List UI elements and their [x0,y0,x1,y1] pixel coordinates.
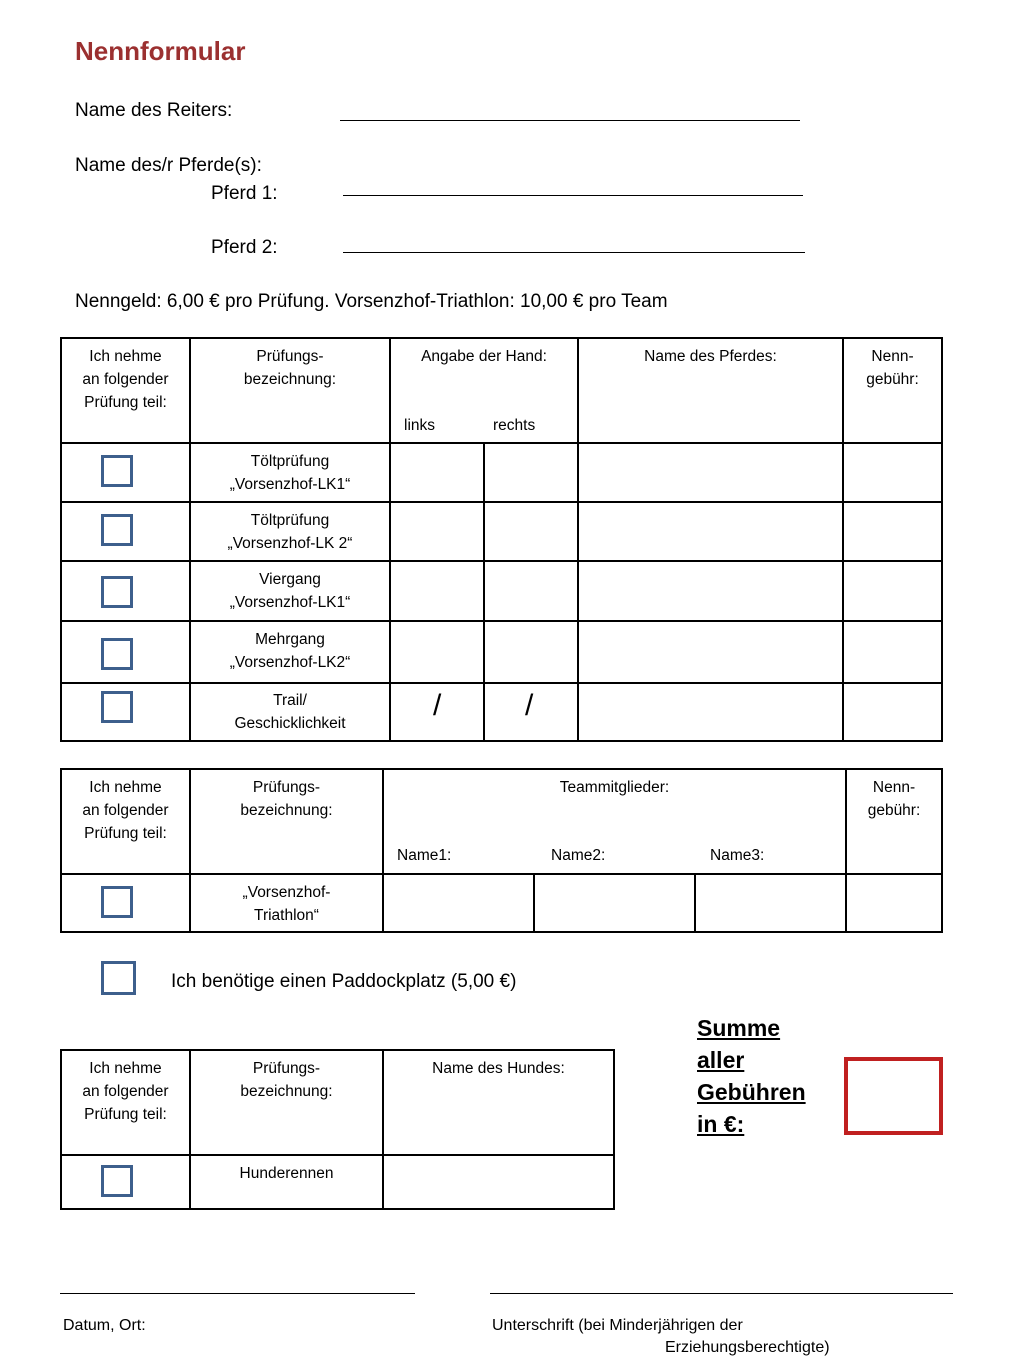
signature-label: Unterschrift (bei Minderjährigen der [492,1317,743,1334]
header-participate: Ich nehme an folgender Prüfung teil: [82,779,169,842]
signature-label-2: Erziehungsberechtigte) [665,1339,830,1356]
exam-name: Viergang „Vorsenzhof-LK1“ [229,571,351,611]
header-team-members: Teammitglieder: [559,779,670,796]
exam-name: Mehrgang „Vorsenzhof-LK2“ [229,631,351,671]
header-name2: Name2: [551,847,606,864]
sum-label: Summe aller Gebühren in €: [697,1015,806,1137]
exam-checkbox[interactable] [101,514,133,546]
fee-note: Nenngeld: 6,00 € pro Prüfung. Vorsenzhof-Triathlon: 10,00 € pro Team [75,291,668,312]
exam-checkbox[interactable] [101,576,133,608]
horse2-label: Pferd 2: [211,237,278,258]
header-name1: Name1: [397,847,452,864]
header-participate: Ich nehme an folgender Prüfung teil: [82,1060,169,1123]
triathlon-checkbox[interactable] [101,886,133,918]
header-horse-name: Name des Pferdes: [644,348,777,365]
header-participate: Ich nehme an folgender Prüfung teil: [82,348,169,411]
rider-label: Name des Reiters: [75,100,233,121]
hand-right-na: / [525,689,534,722]
header-exam: Prüfungs- bezeichnung: [240,779,333,819]
date-place-line[interactable] [60,1293,415,1294]
header-exam: Prüfungs- bezeichnung: [243,348,337,388]
horse1-name-field[interactable] [343,195,803,196]
header-name3: Name3: [710,847,765,864]
hand-left-na: / [433,689,442,722]
header-hand-right: rechts [493,417,536,434]
signature-line[interactable] [490,1293,953,1294]
horse1-label: Pferd 1: [211,183,278,204]
exam-name: Töltprüfung „Vorsenzhof-LK1“ [229,453,351,493]
dog-race-checkbox[interactable] [101,1165,133,1197]
sum-total-field[interactable] [844,1057,943,1135]
header-dog-name: Name des Hundes: [432,1060,565,1077]
paddock-checkbox[interactable] [101,961,136,995]
exam-checkbox[interactable] [101,455,133,487]
header-fee: Nenn- gebühr: [867,779,921,819]
date-place-label: Datum, Ort: [63,1317,146,1334]
exam-name: „Vorsenzhof- Triathlon“ [242,884,331,924]
exam-checkbox[interactable] [101,638,133,670]
exam-name: Töltprüfung „Vorsenzhof-LK 2“ [227,512,353,552]
header-hand-left: links [404,417,436,434]
header-hand: Angabe der Hand: [421,348,547,365]
page-title: Nennformular [75,36,246,66]
rider-name-field[interactable] [340,120,800,121]
header-fee: Nenn- gebühr: [866,348,919,388]
exam-checkbox[interactable] [101,691,133,723]
paddock-label: Ich benötige einen Paddockplatz (5,00 €) [171,971,517,992]
horse2-name-field[interactable] [343,252,805,253]
exam-name: Hunderennen [239,1165,334,1182]
horses-label: Name des/r Pferde(s): [75,155,262,176]
exam-name: Trail/ Geschicklichkeit [234,692,346,732]
header-exam: Prüfungs- bezeichnung: [240,1060,333,1100]
